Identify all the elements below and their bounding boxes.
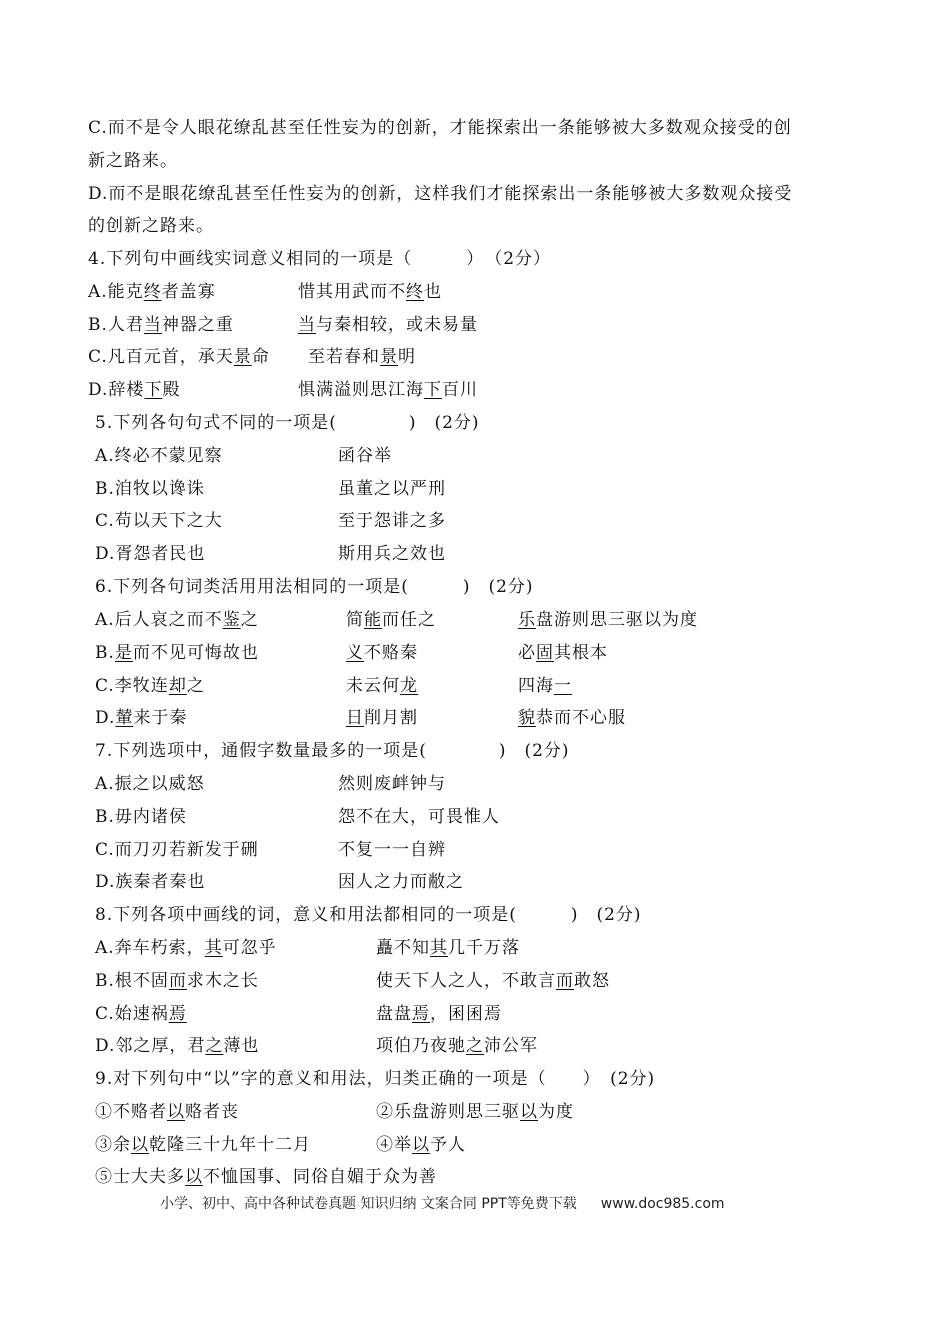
q6-option-a-middle: 简能而任之 xyxy=(346,610,436,630)
q8-stem: 8.下列各项中画线的词，意义和用法都相同的一项是( ) (2分) xyxy=(95,905,642,925)
q6-option-b-middle: 义不赂秦 xyxy=(346,643,418,663)
q6-stem: 6.下列各句词类活用用法相同的一项是( ) (2分) xyxy=(95,577,534,597)
q5-option-b-right: 虽董之以严刑 xyxy=(338,479,446,499)
q5-stem: 5.下列各句句式不同的一项是( ) (2分) xyxy=(95,413,480,433)
q8-option-a-left: A.奔车朽索，其可忽乎 xyxy=(95,938,277,958)
q7-option-b-left: B.毋内诸侯 xyxy=(95,807,187,827)
q6-option-c-middle: 未云何龙 xyxy=(346,676,418,696)
q8-option-b-left: B.根不固而求木之长 xyxy=(95,971,259,991)
q9-item-3: ③余以乾隆三十九年十二月 xyxy=(95,1135,311,1155)
page-footer xyxy=(160,1193,725,1213)
option-c-line2: 新之路来。 xyxy=(88,151,178,171)
q8-option-a-right: 矗不知其几千万落 xyxy=(376,938,520,958)
q7-stem: 7.下列选项中，通假字数量最多的一项是( ) (2分) xyxy=(95,741,570,761)
q4-option-b-right: 当与秦相较，或未易量 xyxy=(298,315,478,335)
option-c-line1: C.而不是令人眼花缭乱甚至任性妄为的创新，才能探索出一条能够被大多数观众接受的创 xyxy=(88,118,792,138)
q4-option-b-left: B.人君当神器之重 xyxy=(88,315,234,335)
q6-option-d-left: D.輦来于秦 xyxy=(95,708,188,728)
q5-option-d-right: 斯用兵之效也 xyxy=(338,544,446,564)
q7-option-d-left: D.族秦者秦也 xyxy=(95,872,206,892)
q6-option-b-right: 必固其根本 xyxy=(518,643,608,663)
q5-option-a-left: A.终必不蒙见察 xyxy=(95,446,223,466)
q5-option-b-left: B.洎牧以谗诛 xyxy=(95,479,205,499)
q6-option-d-middle: 日削月割 xyxy=(346,708,418,728)
q7-option-c-left: C.而刀刃若新发于硎 xyxy=(95,840,259,860)
q7-option-a-left: A.振之以威怒 xyxy=(95,774,205,794)
q5-option-c-left: C.苟以天下之大 xyxy=(95,511,223,531)
q9-item-1: ①不赂者以赂者丧 xyxy=(95,1102,239,1122)
q8-option-d-right: 项伯乃夜驰之沛公军 xyxy=(376,1036,538,1056)
q6-option-b-left: B.是而不见可悔故也 xyxy=(95,643,259,663)
footer-text: 小学、初中、高中各种试卷真题 知识归纳 文案合同 PPT等免费下载 xyxy=(160,1196,577,1212)
q5-option-c-right: 至于怨诽之多 xyxy=(338,511,446,531)
q4-option-d-left: D.辞楼下殿 xyxy=(88,380,181,400)
q6-option-d-right: 貌恭而不心服 xyxy=(518,708,626,728)
q7-option-b-right: 怨不在大，可畏惟人 xyxy=(338,807,500,827)
q6-option-a-left: A.后人哀之而不鉴之 xyxy=(95,610,259,630)
q7-option-d-right: 因人之力而敝之 xyxy=(338,872,464,892)
q5-option-a-right: 函谷举 xyxy=(338,446,392,466)
q5-option-d-left: D.胥怨者民也 xyxy=(95,544,206,564)
q6-option-c-left: C.李牧连却之 xyxy=(95,676,205,696)
q4-stem: 4.下列句中画线实词意义相同的一项是（ ） （2分） xyxy=(88,249,552,269)
q4-option-c-left: C.凡百元首，承天景命 xyxy=(88,347,270,367)
q8-option-c-left: C.始速祸焉 xyxy=(95,1004,187,1024)
q9-item-2: ②乐盘游则思三驱以为度 xyxy=(376,1102,574,1122)
q9-item-4: ④举以予人 xyxy=(376,1135,466,1155)
q4-option-d-right: 惧满溢则思江海下百川 xyxy=(298,380,478,400)
q6-option-a-right: 乐盘游则思三驱以为度 xyxy=(518,610,698,630)
q4-option-a-left: A.能克终者盖寡 xyxy=(88,282,216,302)
footer-url-link[interactable]: www.doc985.com xyxy=(600,1196,725,1212)
q7-option-a-right: 然则废衅钟与 xyxy=(338,774,446,794)
q8-option-b-right: 使天下人之人，不敢言而敢怒 xyxy=(376,971,610,991)
q4-option-a-right: 惜其用武而不终也 xyxy=(298,282,442,302)
q9-stem: 9.对下列句中“以”字的意义和用法，归类正确的一项是（ ） (2分) xyxy=(95,1069,656,1089)
q6-option-c-right: 四海一 xyxy=(518,676,572,696)
q8-option-d-left: D.邻之厚，君之薄也 xyxy=(95,1036,260,1056)
q9-item-5: ⑤士大夫多以不恤国事、同俗自媚于众为善 xyxy=(95,1167,437,1187)
q4-option-c-right: 至若春和景明 xyxy=(308,347,416,367)
option-d-line1: D.而不是眼花缭乱甚至任性妄为的创新，这样我们才能探索出一条能够被大多数观众接受 xyxy=(88,184,793,204)
option-d-line2: 的创新之路来。 xyxy=(88,216,214,236)
q8-option-c-right: 盘盘焉，囷囷焉 xyxy=(376,1004,502,1024)
q7-option-c-right: 不复一一自辨 xyxy=(338,840,446,860)
